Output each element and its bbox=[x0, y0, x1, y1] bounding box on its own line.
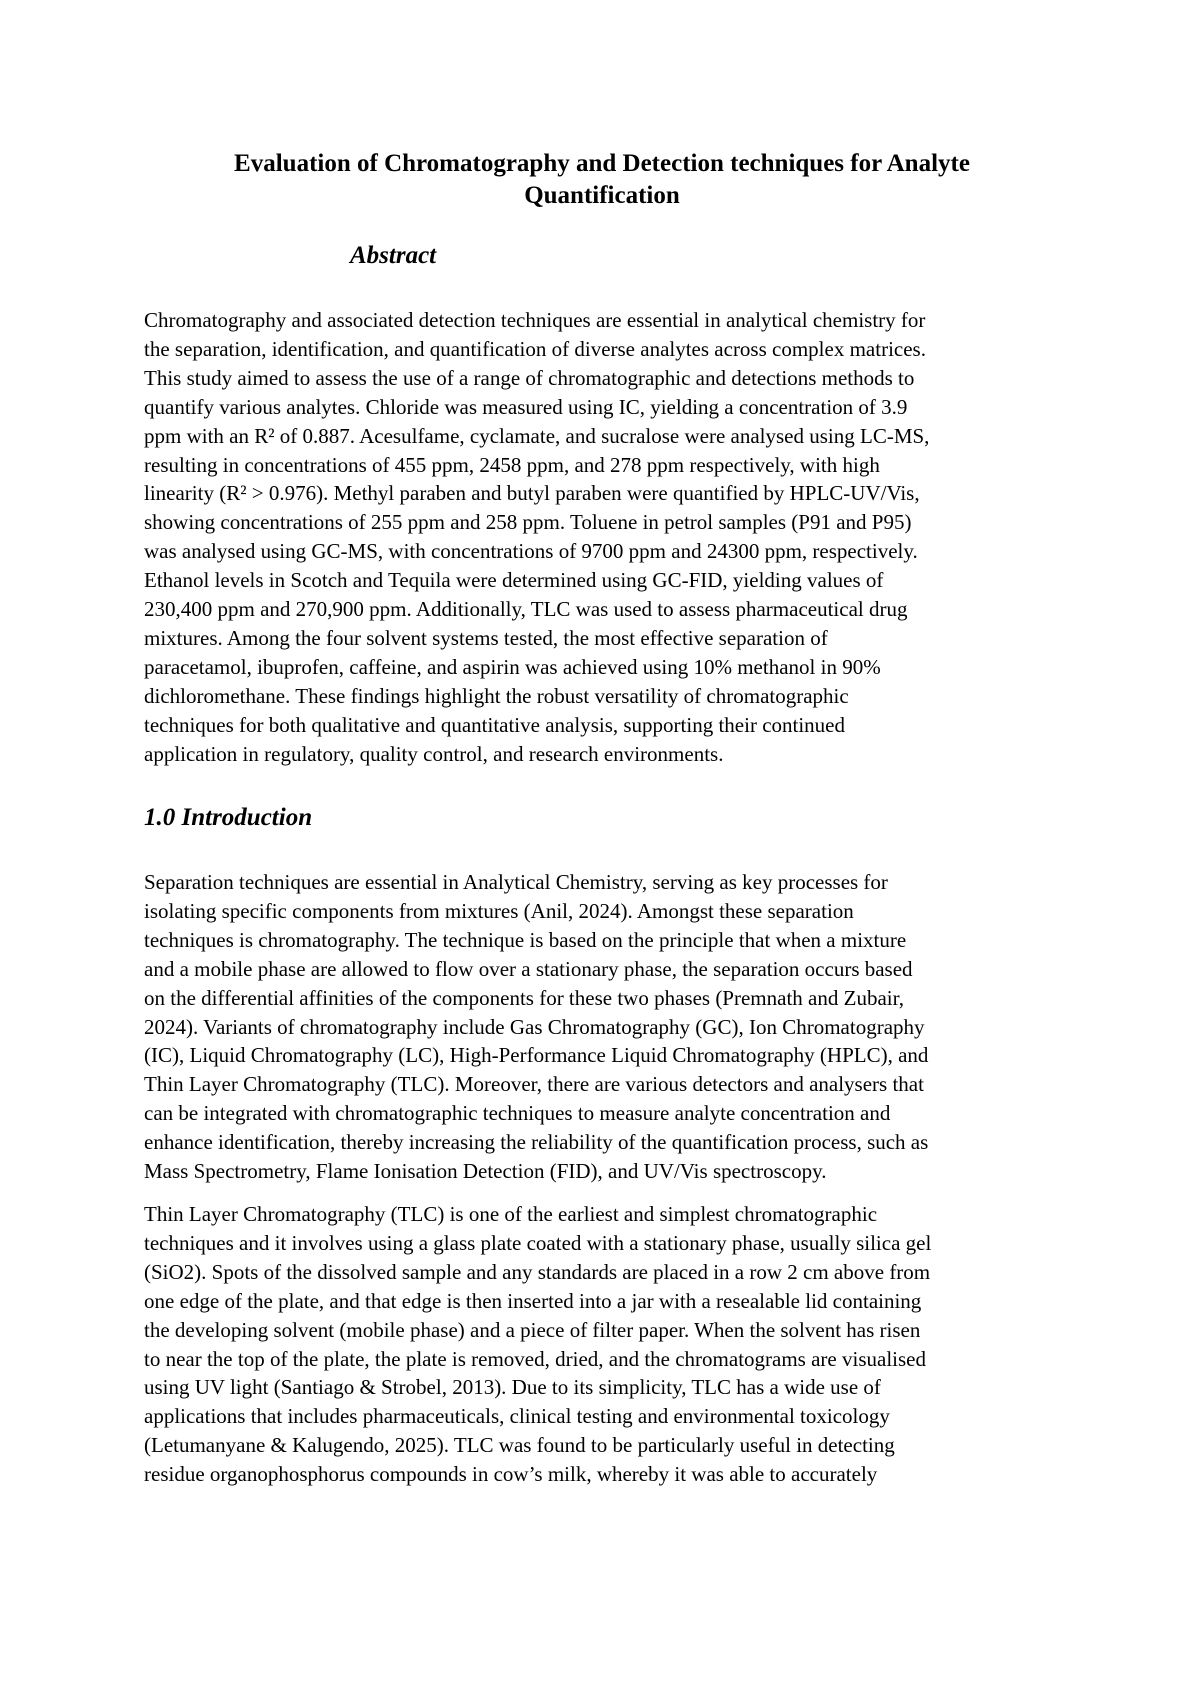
abstract-line: paracetamol, ibuprofen, caffeine, and aspirin was achieved using 10% methanol in 90% bbox=[144, 654, 881, 679]
introduction-paragraph-1 bbox=[144, 868, 1060, 1186]
intro-line: one edge of the plate, and that edge is then inserted into a jar with a resealable lid containing bbox=[144, 1288, 922, 1313]
abstract-line: Ethanol levels in Scotch and Tequila were determined using GC-FID, yielding values of bbox=[144, 568, 884, 593]
abstract-line: resulting in concentrations of 455 ppm, 2458 ppm, and 278 ppm respectively, with high bbox=[144, 452, 880, 477]
intro-line: (SiO2). Spots of the dissolved sample and any standards are placed in a row 2 cm above from bbox=[144, 1259, 931, 1284]
introduction-paragraph-2 bbox=[144, 1200, 1060, 1489]
abstract-line: dichloromethane. These findings highlight the robust versatility of chromatographic bbox=[144, 683, 849, 708]
abstract-line: showing concentrations of 255 ppm and 258 ppm. Toluene in petrol samples (P91 and P95) bbox=[144, 510, 912, 535]
intro-line: Thin Layer Chromatography (TLC) is one of the earliest and simplest chromatographic bbox=[144, 1202, 878, 1226]
intro-line: using UV light (Santiago & Strobel, 2013). Due to its simplicity, TLC has a wide use of bbox=[144, 1375, 881, 1400]
abstract-line: techniques for both qualitative and quantitative analysis, supporting their continued bbox=[144, 712, 845, 737]
title-line: Quantification bbox=[524, 182, 680, 209]
intro-line: (Letumanyane & Kalugendo, 2025). TLC was found to be particularly useful in detecting bbox=[144, 1433, 895, 1458]
intro-line: isolating specific components from mixtures (Anil, 2024). Amongst these separation bbox=[144, 898, 854, 923]
abstract-line: the separation, identification, and quantification of diverse analytes across complex matrices. bbox=[144, 336, 926, 361]
introduction-heading: 1.0 Introduction bbox=[144, 804, 313, 831]
intro-line: techniques is chromatography. The technique is based on the principle that when a mixture bbox=[144, 927, 907, 952]
abstract-line: quantify various analytes. Chloride was measured using IC, yielding a concentration of 3.9 bbox=[144, 394, 908, 419]
intro-line: Separation techniques are essential in Analytical Chemistry, serving as key processes for bbox=[144, 870, 888, 894]
abstract-line: linearity (R² > 0.976). Methyl paraben and butyl paraben were quantified by HPLC-UV/Vis, bbox=[144, 481, 920, 506]
paper-title bbox=[144, 148, 1060, 212]
intro-line: 2024). Variants of chromatography include Gas Chromatography (GC), Ion Chromatography bbox=[144, 1014, 925, 1039]
abstract-heading: Abstract bbox=[350, 242, 437, 269]
intro-line: the developing solvent (mobile phase) and a piece of filter paper. When the solvent has risen bbox=[144, 1317, 921, 1342]
intro-line: Thin Layer Chromatography (TLC). Moreover, there are various detectors and analysers that bbox=[144, 1072, 924, 1097]
abstract-line: ppm with an R² of 0.887. Acesulfame, cyclamate, and sucralose were analysed using LC-MS, bbox=[144, 423, 930, 448]
abstract-line: mixtures. Among the four solvent systems tested, the most effective separation of bbox=[144, 625, 828, 650]
abstract-line: Chromatography and associated detection techniques are essential in analytical chemistry for bbox=[144, 308, 926, 332]
title-line: Evaluation of Chromatography and Detection techniques for Analyte bbox=[234, 150, 970, 177]
intro-line: enhance identification, thereby increasing the reliability of the quantification process, such as bbox=[144, 1130, 929, 1155]
abstract-paragraph bbox=[144, 306, 1060, 769]
intro-line: Mass Spectrometry, Flame Ionisation Detection (FID), and UV/Vis spectroscopy. bbox=[144, 1159, 827, 1184]
intro-line: (IC), Liquid Chromatography (LC), High-Performance Liquid Chromatography (HPLC), and bbox=[144, 1043, 929, 1068]
abstract-line: 230,400 ppm and 270,900 ppm. Additionally, TLC was used to assess pharmaceutical drug bbox=[144, 597, 908, 622]
intro-line: applications that includes pharmaceuticals, clinical testing and environmental toxicology bbox=[144, 1404, 890, 1429]
intro-line: residue organophosphorus compounds in cow’s milk, whereby it was able to accurately bbox=[144, 1462, 878, 1487]
intro-line: techniques and it involves using a glass plate coated with a stationary phase, usually silica gel bbox=[144, 1230, 932, 1255]
intro-line: on the differential affinities of the components for these two phases (Premnath and Zubair, bbox=[144, 985, 904, 1010]
abstract-line: was analysed using GC-MS, with concentrations of 9700 ppm and 24300 ppm, respectively. bbox=[144, 539, 918, 564]
intro-line: can be integrated with chromatographic techniques to measure analyte concentration and bbox=[144, 1101, 891, 1126]
intro-line: to near the top of the plate, the plate is removed, dried, and the chromatograms are visualised bbox=[144, 1346, 926, 1371]
abstract-line: This study aimed to assess the use of a range of chromatographic and detections methods to bbox=[144, 365, 915, 390]
document-page bbox=[144, 0, 1060, 1696]
intro-line: and a mobile phase are allowed to flow over a stationary phase, the separation occurs based bbox=[144, 956, 913, 981]
abstract-line: application in regulatory, quality control, and research environments. bbox=[144, 741, 724, 766]
